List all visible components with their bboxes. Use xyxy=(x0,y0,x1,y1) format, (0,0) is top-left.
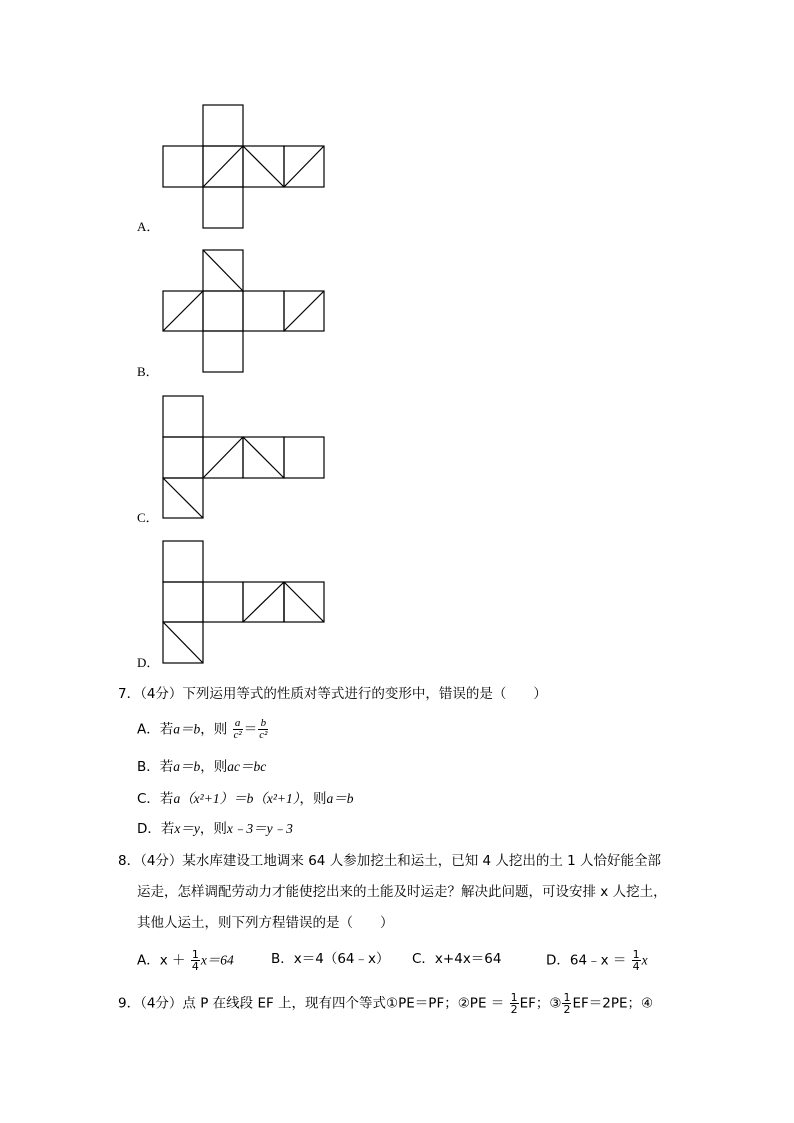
fraction: $\frac{a}{\text{c²}}$ xyxy=(233,717,242,741)
option-c-label: C． xyxy=(137,510,159,525)
fraction: $\frac{1}{4}$ xyxy=(632,948,640,973)
q8-line-1: 8．（4分）某水库建设工地调来 64 人参加挖土和运土，已知 4 人挖出的土 1 人恰好能全部 xyxy=(118,853,662,869)
option-b-label: B． xyxy=(137,364,159,379)
fraction: $\frac{1}{2}$ xyxy=(563,991,571,1016)
fraction: $\frac{b}{\text{c²}}$ xyxy=(259,717,268,741)
fraction: $\frac{1}{2}$ xyxy=(510,991,518,1016)
fraction: $\frac{1}{4}$ xyxy=(191,948,199,973)
q8-option-b: B．x＝4（64﹣x） xyxy=(271,951,390,967)
q7-option-c: C．若a（x²+1）＝b（x²+1），则a＝b xyxy=(137,791,354,807)
option-a-label: A． xyxy=(137,219,160,234)
q8-line-2: 运走，怎样调配劳动力才能使挖出来的土能及时运走？解决此问题，可设安排 x 人挖土， xyxy=(137,884,667,900)
q9-line-1: 9．（4分）点 P 在线段 EF 上，现有四个等式①PE＝PF；②PE ＝ $\frac{1}{2}$ EF；③ $\frac{1}{2}$ EF＝2PE；④ xyxy=(118,991,654,1016)
q7-option-a: A．若a＝b，则 $\frac{a}{\text{c²}}$ ＝ $\frac{b}{\text{c²}}$ xyxy=(137,717,268,741)
q8-option-a: A．x ＋ $\frac{1}{4}$ x＝64 xyxy=(137,948,234,973)
q8-line-3: 其他人运土，则下列方程错误的是（ ） xyxy=(137,915,394,931)
option-d-label: D． xyxy=(137,655,160,670)
q7-option-b: B．若a＝b，则ac＝bc xyxy=(137,759,267,775)
q7-stem: 7．（4分）下列运用等式的性质对等式进行的变形中，错误的是（ ） xyxy=(118,686,547,702)
q7-option-d: D．若x＝y，则x﹣3＝y﹣3 xyxy=(137,821,293,837)
q8-option-d: D．64﹣x ＝ $\frac{1}{4}$ x xyxy=(546,948,648,973)
q8-option-c: C．x+4x＝64 xyxy=(412,951,502,967)
